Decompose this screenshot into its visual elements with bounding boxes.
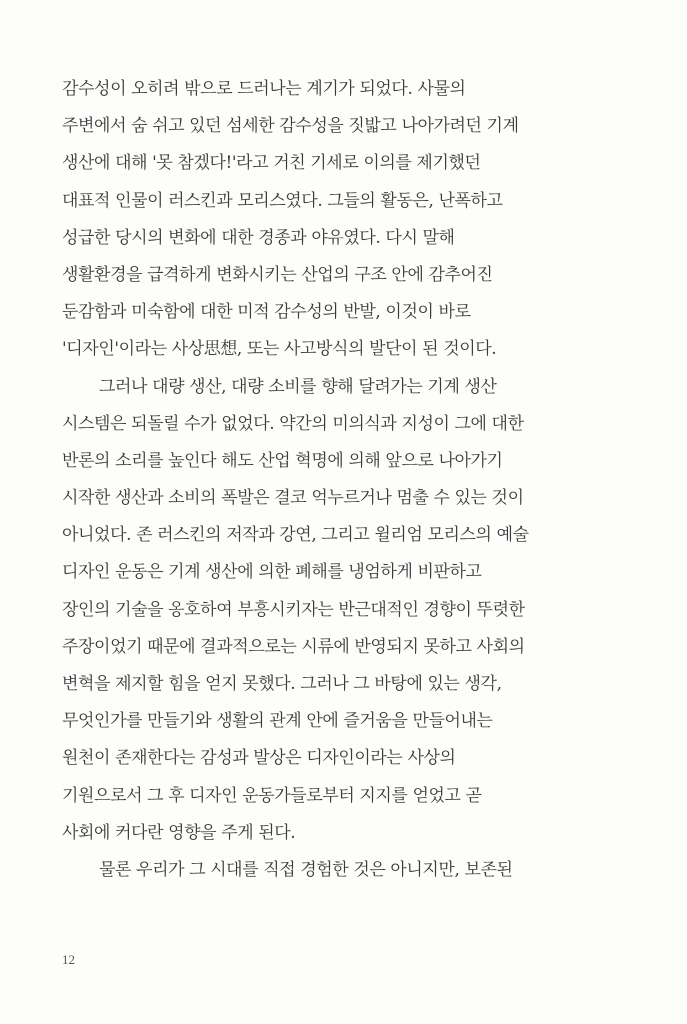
text-line: 생산에 대해 '못 참겠다!'라고 거친 기세로 이의를 제기했던 — [62, 153, 481, 174]
text-line: 감수성이 오히려 밖으로 드러나는 계기가 되었다. 사물의 — [62, 79, 466, 99]
text-line: 변혁을 제지할 힘을 얻지 못했다. 그러나 그 바탕에 있는 생각, — [62, 674, 502, 694]
text-line: '디자인'이라는 사상思想, 또는 사고방식의 발단이 된 것이다. — [62, 339, 497, 360]
text-line: 디자인 운동은 기계 생산에 의한 폐해를 냉엄하게 비판하고 — [62, 562, 482, 583]
page-number: 12 — [62, 952, 75, 967]
text-line: 반론의 소리를 높인다 해도 산업 혁명에 의해 앞으로 나아가기 — [62, 450, 503, 471]
text-line: 성급한 당시의 변화에 대한 경종과 야유였다. 다시 말해 — [62, 227, 455, 248]
text-line: 생활환경을 급격하게 변화시키는 산업의 구조 안에 감추어진 — [62, 264, 493, 285]
text-line: 시스템은 되돌릴 수가 없었다. 약간의 미의식과 지성이 그에 대한 — [62, 413, 524, 434]
text-line: 대표적 인물이 러스킨과 모리스였다. 그들의 활동은, 난폭하고 — [62, 190, 503, 211]
text-line: 주변에서 숨 쉬고 있던 섬세한 감수성을 짓밟고 나아가려던 기계 — [62, 116, 519, 137]
text-line: 주장이었기 때문에 결과적으로는 시류에 반영되지 못하고 사회의 — [62, 636, 525, 657]
text-line: 무엇인가를 만들기와 생활의 관계 안에 즐거움을 만들어내는 — [62, 711, 493, 732]
text-line: 기원으로서 그 후 디자인 운동가들로부터 지지를 얻었고 곧 — [62, 785, 482, 806]
text-line: 장인의 기술을 옹호하여 부흥시키자는 반근대적인 경향이 뚜렷한 — [62, 599, 525, 620]
paragraph-start-line: 그러나 대량 생산, 대량 소비를 향해 달려가는 기계 생산 — [99, 376, 497, 397]
text-line: 둔감함과 미숙함에 대한 미적 감수성의 반발, 이것이 바로 — [62, 302, 471, 323]
text-line: 아니었다. 존 러스킨의 저작과 강연, 그리고 윌리엄 모리스의 예술 — [62, 525, 529, 546]
text-line: 시작한 생산과 소비의 폭발은 결코 억누르거나 멈출 수 있는 것이 — [62, 488, 524, 509]
text-line: 원천이 존재한다는 감성과 발상은 디자인이라는 사상의 — [62, 748, 456, 769]
text-line: 사회에 커다란 영향을 주게 된다. — [62, 822, 296, 843]
body-text — [62, 71, 622, 889]
paragraph-start-line: 물론 우리가 그 시대를 직접 경험한 것은 아니지만, 보존된 — [99, 859, 513, 880]
